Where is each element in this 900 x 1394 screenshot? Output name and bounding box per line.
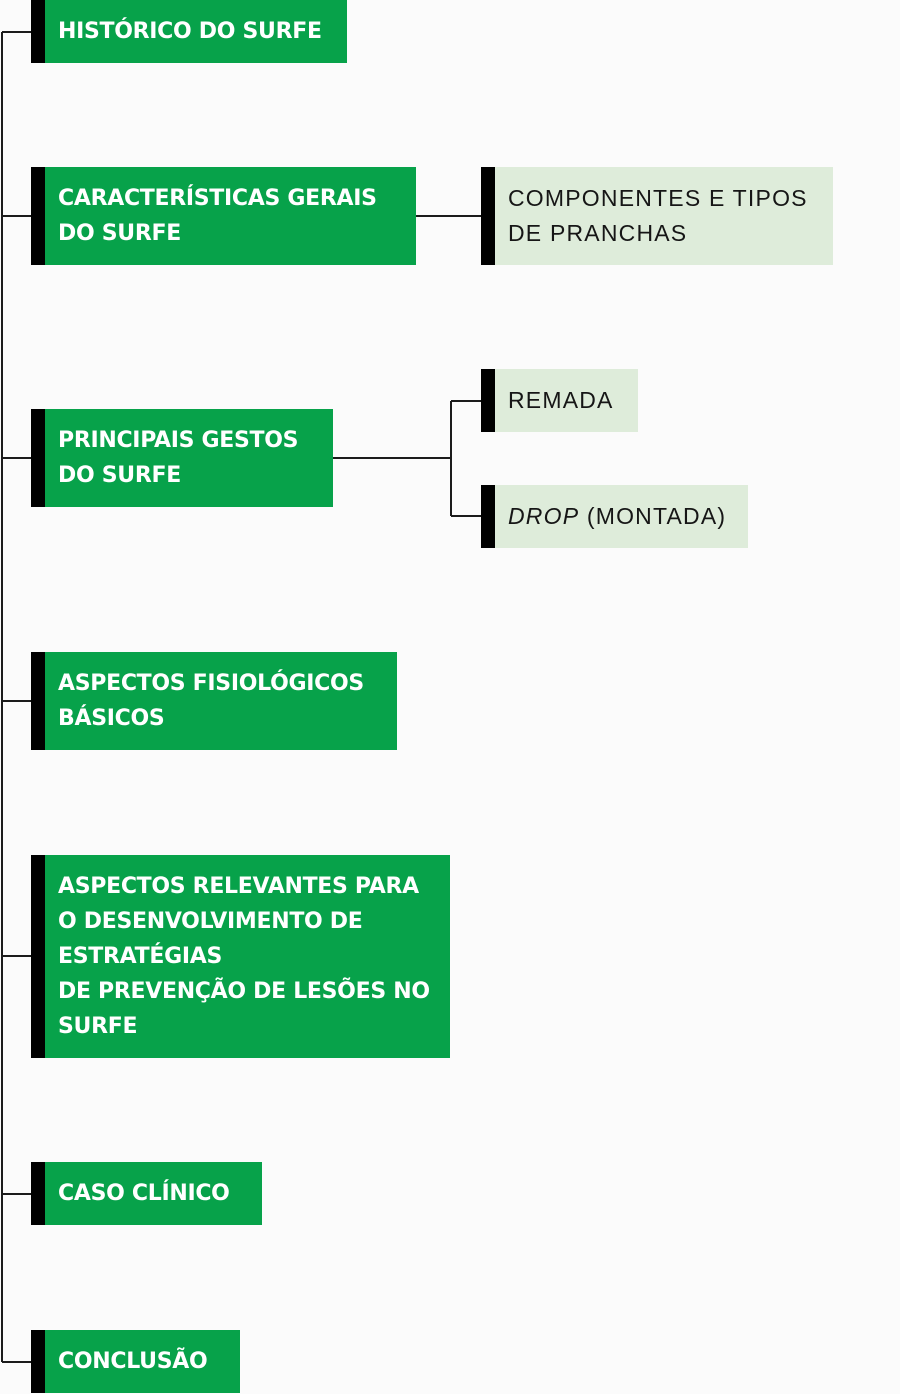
- topic-caso-clinico: [31, 1162, 262, 1225]
- topic-label-line: DO SURFE: [58, 463, 181, 488]
- topic-label: CONCLUSÃO: [58, 1349, 208, 1374]
- subtopic-label: REMADA: [508, 387, 614, 413]
- subtopic-emphasis: DROP: [508, 503, 580, 529]
- subtopic-label-rest: (MONTADA): [579, 503, 727, 529]
- topic-label-line: ESTRATÉGIAS: [58, 944, 222, 969]
- subtopic-drop-montada: [481, 485, 748, 548]
- topic-aspectos-fisiologicos: [31, 652, 397, 750]
- topic-label-line: O DESENVOLVIMENTO DE: [58, 909, 363, 934]
- topic-historico-do-surfe: [31, 0, 347, 63]
- topic-label-line: DE PREVENÇÃO DE LESÕES NO: [58, 979, 430, 1004]
- topic-conclusao: [31, 1330, 240, 1393]
- topic-label-line: ASPECTOS RELEVANTES PARA: [58, 874, 419, 899]
- subtopic-label-line: DE PRANCHAS: [508, 220, 688, 246]
- topic-label: HISTÓRICO DO SURFE: [58, 19, 322, 44]
- topic-label-line: ASPECTOS FISIOLÓGICOS: [58, 671, 364, 696]
- topic-aspectos-relevantes: [31, 855, 450, 1058]
- topic-label-line: CARACTERÍSTICAS GERAIS: [58, 186, 377, 211]
- topic-label-line: SURFE: [58, 1014, 138, 1039]
- subtopic-label-line: COMPONENTES E TIPOS: [508, 185, 808, 211]
- topic-principais-gestos: [31, 409, 333, 507]
- subtopic-componentes-e-tipos-de-pranchas: [481, 167, 833, 265]
- subtopic-label: [508, 499, 726, 534]
- subtopic-remada: [481, 369, 638, 432]
- topic-label-line: DO SURFE: [58, 221, 181, 246]
- topic-label-line: PRINCIPAIS GESTOS: [58, 428, 299, 453]
- topic-caracteristicas-gerais: [31, 167, 416, 265]
- topic-label: CASO CLÍNICO: [58, 1181, 230, 1206]
- topic-label-line: BÁSICOS: [58, 706, 165, 731]
